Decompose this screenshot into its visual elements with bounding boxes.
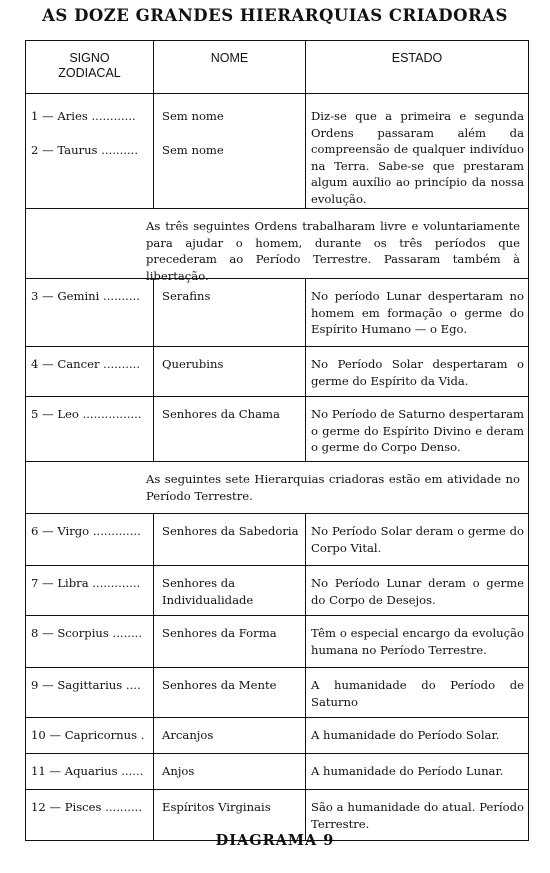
section-note: As seguintes sete Hierarquias criadoras estão em atividade no Período Terrestre. — [26, 462, 528, 514]
hierarchy-name: Serafins — [162, 289, 211, 303]
sign-cell — [26, 616, 154, 667]
zodiac-sign: 6 — Virgo ............. — [31, 524, 141, 538]
hierarchy-name: Anjos — [162, 764, 195, 778]
zodiac-sign: 5 — Leo ................ — [31, 407, 142, 421]
sign-cell — [26, 514, 154, 565]
state-cell: No Período Lunar deram o germe do Corpo de Desejos. — [311, 576, 524, 607]
name-cell — [154, 718, 306, 753]
name-cell — [154, 616, 306, 667]
sign-cell — [26, 754, 154, 789]
diagram-caption: DIAGRAMA 9 — [215, 832, 335, 849]
state-cell: No Período Solar deram o germe do Corpo Vital. — [311, 524, 524, 555]
name-cell — [154, 566, 306, 615]
page-title: AS DOZE GRANDES HIERARQUIAS CRIADORAS — [42, 6, 508, 25]
sign-cell — [26, 668, 154, 717]
zodiac-sign: 1 — Aries ............ — [31, 109, 136, 123]
zodiac-sign: 9 — Sagittarius .... — [31, 678, 141, 692]
hierarchy-name: Arcanjos — [162, 728, 214, 742]
state-cell: São a humanidade do atual. Período Terrestre. — [311, 800, 524, 831]
zodiac-sign: 7 — Libra ............. — [31, 576, 141, 590]
hierarchies-table — [25, 40, 529, 841]
state-cell: No Período Solar despertaram o germe do Espírito da Vida. — [311, 357, 524, 388]
table-body — [26, 94, 528, 840]
name-cell — [154, 514, 306, 565]
zodiac-sign: 10 — Capricornus . — [31, 728, 145, 742]
header-state: ESTADO — [391, 51, 443, 65]
hierarchy-name: Senhores da Sabedoria — [162, 524, 299, 538]
zodiac-sign: 11 — Aquarius ...... — [31, 764, 144, 778]
table-row — [26, 347, 528, 397]
hierarchy-name: Senhores da Mente — [162, 678, 277, 692]
header-sign: SIGNO ZODIACAL — [26, 41, 154, 93]
state-cell: A humanidade do Período Lunar. — [311, 764, 504, 778]
table-row — [26, 616, 528, 668]
name-cell — [154, 397, 306, 461]
name-cell — [154, 279, 306, 346]
hierarchy-name: Senhores da Individualidade — [162, 576, 254, 607]
hierarchy-name: Senhores da Forma — [162, 626, 277, 640]
name-cell — [154, 668, 306, 717]
header-name: NOME — [154, 41, 306, 93]
table-row — [26, 279, 528, 347]
sign-cell — [26, 397, 154, 461]
zodiac-sign: 12 — Pisces .......... — [31, 800, 143, 814]
sign-cell — [26, 566, 154, 615]
hierarchy-name: Senhores da Chama — [162, 407, 280, 421]
zodiac-sign: 4 — Cancer .......... — [31, 357, 141, 371]
state-cell: No Período de Saturno despertaram o germe do Espírito Divino e deram o germe do Corpo Denso. — [311, 407, 524, 454]
table-row — [26, 397, 528, 462]
table-row — [26, 94, 528, 209]
hierarchy-name: Sem nome — [162, 142, 224, 157]
zodiac-sign: 2 — Taurus .......... — [31, 142, 139, 157]
table-row — [26, 514, 528, 566]
state-cell: No período Lunar despertaram no homem em formação o germe do Espírito Humano — o Ego. — [311, 289, 524, 336]
sign-cell — [26, 279, 154, 346]
sign-cell — [26, 347, 154, 396]
name-cell — [154, 94, 306, 208]
table-row — [26, 566, 528, 616]
name-cell — [154, 347, 306, 396]
table-row — [26, 668, 528, 718]
state-cell: Diz-se que a primeira e segunda Ordens passaram além da compreensão de qualquer indivíduo na Terra. Sabe-se que prestaram algum auxílio ao princípio da nossa evolução. — [311, 109, 524, 206]
zodiac-sign: 8 — Scorpius ........ — [31, 626, 143, 640]
state-cell: A humanidade do Período de Saturno — [311, 678, 524, 709]
name-cell — [154, 754, 306, 789]
sign-cell — [26, 94, 154, 208]
zodiac-sign: 3 — Gemini .......... — [31, 289, 140, 303]
hierarchy-name: Sem nome — [162, 109, 224, 123]
hierarchy-name: Espíritos Virginais — [162, 800, 271, 814]
hierarchy-name: Querubins — [162, 357, 224, 371]
state-cell: A humanidade do Período Solar. — [311, 728, 500, 742]
state-cell: Têm o especial encargo da evolução humana no Período Terrestre. — [311, 626, 524, 657]
sign-cell — [26, 718, 154, 753]
table-row — [26, 718, 528, 754]
table-row — [26, 754, 528, 790]
table-header — [26, 41, 528, 94]
section-note: As três seguintes Ordens trabalharam livre e voluntariamente para ajudar o homem, durante os três períodos que precederam ao Período Terrestre. Passaram também à libertação. — [26, 209, 528, 279]
